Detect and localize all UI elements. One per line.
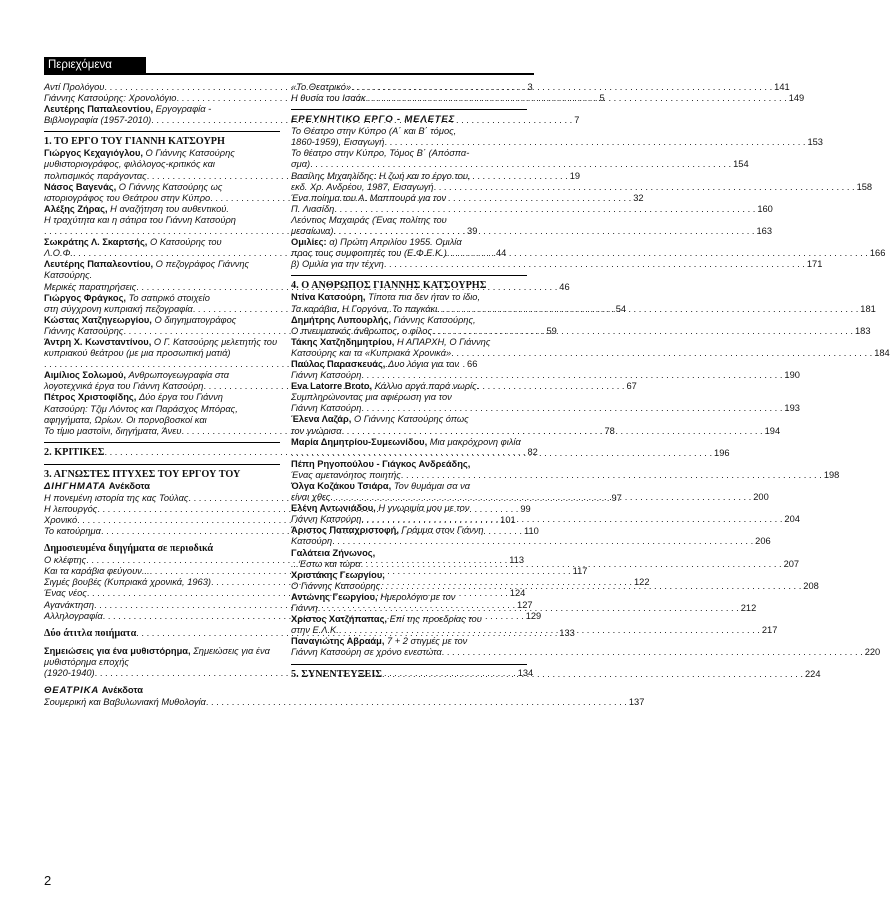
entry-title: προς τους συμφοιτητές του (Ε.Φ.Ε.Κ.) [291,248,447,259]
entry-author: Γιώργος Φράγκος, [44,292,126,303]
leader-dots [339,625,760,636]
divider [291,275,527,276]
entry-title: Λ.Ο.Φ. [44,248,73,259]
entry-title: πολιτισμικός παράγοντας [44,170,147,181]
entry-author: Γιώργος Κεχαγιόγλου, [44,148,143,159]
entry-page: 217 [761,625,778,636]
entry-title: Η αναζήτηση του αυθεντικού. [110,203,229,214]
section-kritikes [44,446,538,459]
entry-page: 117 [572,566,588,577]
entry-page: 206 [755,536,771,547]
leader-dots [384,137,805,148]
leader-dots [447,248,868,259]
entry-line [291,237,527,248]
entry-line [291,315,527,326]
entry-last-line [291,536,771,547]
leader-dots [442,647,863,658]
entry-author: Κώστας Χατζηγεωργίου, [44,314,152,325]
entry-title: Τα καράβια, Η Γοργόνα, Το παγκάκι [291,303,438,314]
entry-title: Γιάννης Κατσούρης [44,325,124,336]
entry-title: β) Ομιλία για την τέχνη [291,259,384,270]
entry-line [44,646,280,668]
entry-title: α) Πρώτη Απριλίου 1955. Ομιλία [329,237,462,248]
leader-dots [380,581,801,592]
leader-dots [332,536,753,547]
leader-dots [401,470,822,481]
divider [44,131,280,132]
leader-dots [318,603,739,614]
entry-title: Μερικές παρατηρήσεις [44,281,137,292]
entry-last-line [291,647,881,658]
toc-entry [291,93,805,104]
entry-page: 154 [733,159,749,170]
entry-page: 46 [559,281,570,292]
toc-entry [291,636,881,658]
entry-author: Ντίνα Κατσούρη, [291,292,366,303]
entry-line: Ένα ποίημα του Α. Μαππουρά για τον [291,192,447,203]
entry-author: Χριστάκης Γεωργίου, [291,569,385,580]
entry-title: Π. Λιασίδη [291,203,335,214]
entry-last-line [291,203,773,215]
subsection-label: ΘΕΑΤΡΙΚΑ [44,685,100,697]
entry-last-line [44,697,645,708]
entry-page: 198 [823,469,840,480]
entry-line [291,503,527,514]
entry-title: Ο πνευματικός άνθρωπος, ο φίλος [291,325,432,336]
entry-page: 141 [774,82,790,92]
entry-page: 184 [874,347,890,358]
entry-line [291,525,527,536]
entry-title: Τον θυμάμαι σα να [393,481,471,491]
entry-line [291,636,527,647]
entry-line [44,293,280,304]
entry-title: Σιγμές βουβές (Κυπριακά χρονικά, 1963) [44,577,211,588]
entry-line: μυθιστοριογράφος, φιλόλογος-κριτικός και [44,159,215,170]
entry-title: τον γνώρισα [291,425,342,436]
entry-title: Ο Γ. Κατσούρης μελετητής του κυπριακού θεάτρου (με μια προσωπική ματιά) [44,336,278,359]
entry-title: Η ΑΠΑΡΧΗ, Ο Γιάννης [396,336,491,347]
toc-entry [291,503,800,525]
entry-title: Επί της προεδρίας του [389,614,482,625]
toc-entry [291,126,823,148]
entry-page: 212 [740,603,757,614]
entry-author: Αιμίλιος Σολωμού, [44,370,126,381]
toc-entry [291,458,840,481]
entry-author: Γαλάτεια Ζήνωνος, [291,547,376,558]
section-title: ΕΡΕΥΝΗΤΙΚΟ ΕΡΓΟ - ΜΕΛΕΤΕΣ [291,114,456,126]
entry-page: 208 [803,580,819,591]
subsection-title: Δημοσιευμένα διηγήματα σε περιοδικά [44,543,214,555]
entry-page: 122 [634,577,650,588]
entry-title: «Το Θεατρικό» [291,82,352,92]
toc-entry [291,591,757,614]
entry-line [44,204,280,215]
entry-title: Αντί Προλόγου [44,82,105,92]
toc-entry [291,148,749,170]
entry-line: Το Θέατρο στην Κύπρο (Α΄ και Β΄ τόμος, [291,126,457,137]
entry-page: 137 [628,697,645,708]
entry-author: Τάκης Χατζηδημητρίου, [291,336,395,347]
entry-title: μεσαίωνα) [291,226,334,237]
divider [44,442,280,443]
entry-page: 7 [574,115,580,126]
entry-title: Ανθρωπογεωγραφία στα [128,370,230,381]
entry-last-line [291,259,823,270]
leader-dots [361,403,782,414]
entry-author: Eva Latorre Broto, [291,381,373,392]
entry-title: Κάλλιο αργά παρά νωρίς. [374,381,480,392]
section-page: 224 [805,668,821,679]
entry-last-line [291,347,890,359]
entry-line: Το θέατρο στην Κύπρο, Τόμος Β΄ (Απόσπα- [291,148,470,159]
entry-title: Χρονικό [44,515,78,525]
entry-line [44,104,280,115]
entry-last-line [291,248,886,259]
entry-page: 200 [753,492,769,503]
entry-author: Ελένη Αντωνιάδου, [291,503,376,514]
entry-last-line [291,558,800,570]
divider [44,464,280,465]
entry-page: 101 [500,515,516,525]
entry-page: 3 [527,82,533,92]
entry-page: 183 [855,325,871,336]
subsection-title [44,685,280,697]
leader-dots [366,93,787,104]
entry-last-line [291,181,873,193]
entry-title: Δύο άτιτλα ποιήματα [44,627,137,639]
toc-entry [291,259,823,270]
entry-author: Πέτρος Χριστοφίδης, [44,392,137,403]
entry-page: 129 [525,610,542,621]
entry-title: εκδ. Χρ. Ανδρέου, 1987, Εισαγωγή [291,181,434,192]
subsection-label: ΔΙΗΓΗΜΑΤΑ [44,480,107,492]
entry-page: 66 [467,359,478,370]
entry-last-line [291,370,800,381]
entry-author: Λευτέρης Παπαλεοντίου, [44,104,154,115]
entry-page: 97 [611,492,622,503]
entry-page: 113 [509,555,525,566]
entry-title: ιστοριογράφος του Θεάτρου στην Κύπρο [44,192,211,203]
entry-line [291,614,527,625]
entry-title: στη σύγχρονη κυπριακή πεζογραφία [44,303,193,314]
entry-author: Ομιλίες: [291,237,327,248]
entry-page: 32 [633,192,644,203]
entry-author: Δημήτρης Λυπουρλής, [291,314,391,325]
entry-page: 99 [520,503,531,514]
entry-line [291,414,527,425]
leader-dots [330,492,751,503]
entry-author: Άντρη Χ. Κωνσταντίνου, [44,336,152,347]
entry-title: Η θυσία του Ισαάκ [291,93,366,104]
entry-last-line [291,226,772,237]
entry-title: Δύο έργα του Γιάννη [138,392,223,403]
entry-page: 133 [559,627,575,638]
toc-entry [291,82,790,93]
subsection-title [44,481,280,493]
entry-page: 67 [626,381,637,392]
entry-line [291,292,527,303]
leader-dots [361,559,782,570]
leader-dots [206,697,627,708]
section-title: 1. ΤΟ ΕΡΓΟ ΤΟΥ ΓΙΑΝΝΗ ΚΑΤΣΟΥΡΗ [44,136,225,148]
entry-line [291,337,527,348]
entry-page: 19 [569,170,581,181]
entry-page: 54 [615,303,627,314]
entry-line [44,148,280,159]
entry-title: Δυο λόγια για τον [387,358,459,369]
entry-line [291,359,527,370]
entry-page: 127 [517,599,533,610]
entry-title: Το τίμιο μαστοϊνι, διηγήματα, Άνευ [44,425,182,436]
entry-title: Σουμερική και Βαβυλωνιακή Μυθολογία [44,697,206,708]
entry-author: Σημειώσεις για ένα μυθιστόρημα, [44,645,191,656]
entry-author: Όλγα Κοζάκου Τσιάρα, [291,481,392,491]
entry-page: 59 [546,325,557,336]
entry-title: Ο Γιάννης Κατσούρης [145,148,235,159]
entry-line [44,315,280,326]
entry-title: Γιάννη Κατσούρη σε χρόνο ενεστώτα [291,647,442,658]
entry-page: 163 [756,226,772,237]
entry-title: Γιάννης Κατσούρης: Χρονολόγιο [44,93,177,104]
entry-page: 196 [714,447,730,458]
entry-title: 1860-1959), Εισαγωγή [291,137,385,148]
entry-title: 7 + 2 στιγμές με τον [387,636,468,647]
entry-line [44,259,280,281]
entry-line: Η τραχύτητα και η σάτιρα του Γιάννη Κατσούρη [44,214,236,225]
entry-page: 153 [807,137,823,148]
entry-page: 181 [860,303,876,314]
entry-page: 207 [783,558,800,569]
entry-title: Γιάννη [291,603,318,614]
leader-dots [361,370,782,381]
entry-author: Νάσος Βαγενάς, [44,181,117,192]
entry-line [44,392,280,403]
entry-page: 160 [757,203,773,214]
leader-dots [333,226,754,237]
entry-title: σμα) [291,159,311,170]
toc-entry [44,697,645,708]
entry-title: Η λειτουργός [44,503,98,514]
entry-line [291,592,527,603]
entry-page: 190 [784,370,800,381]
entry-title: Γιάννη Κατσούρη [291,514,362,525]
entry-author: Παύλος Παρασκευάς, [291,358,386,369]
entry-line [291,381,527,392]
entry-author: Χρίστος Χατζήπαπας, [291,614,387,625]
entry-page: 78 [604,425,615,436]
entry-line: Συμπληρώνοντας μια αφιέρωση για τον [291,392,452,403]
entry-line [44,337,280,359]
section-page: 82 [527,446,538,457]
entry-line [291,548,527,559]
entry-title: Ο κλέφτης [44,555,87,566]
entry-title: (1920-1940) [44,667,95,678]
toc-entry [291,170,873,193]
entry-page: 194 [764,425,781,436]
entry-line: Βασίλης Μιχαηλίδης: Η ζωή και το έργο του, [291,170,471,181]
entry-line [291,481,527,492]
divider [291,109,527,110]
entry-page: 204 [784,514,800,525]
entry-author: Παναγιώτης Αβραάμ, [291,636,385,647]
entry-last-line [291,159,749,170]
entry-title: Ο Γιάννης Κατσούρης [291,580,381,591]
page-number: 2 [44,873,52,888]
leader-dots [342,426,763,437]
toc-entry [291,547,800,570]
entry-author: Άριστος Παπαχριστοφή, [291,525,399,536]
entry-line [291,570,527,581]
entry-title: Γιάννης Κατσούρης, [393,314,476,325]
leader-dots [437,304,858,315]
subsection-note: Ανέκδοτα [101,685,143,696]
entry-page: 39 [467,226,478,237]
toc-entry [291,336,890,359]
section-title: 4. Ο ΑΝΘΡΩΠΟΣ ΓΙΑΝΝΗΣ ΚΑΤΣΟΥΡΗΣ [291,280,487,292]
entry-last-line [291,403,800,414]
entry-title: Εργογραφία - [155,104,212,115]
entry-author: Σωκράτης Λ. Σκαρτσής, [44,237,148,248]
entry-title: λογοτεχνικά έργα του Γιάννη Κατσούρη [44,381,204,392]
entry-line: Κατσούρη: Τζιμ Λόντος και Παράσχος Μπόρας, αφηγήματα, Ωρίων. Οι πορνοβοσκοί και [44,403,238,425]
entry-author: Πέπη Ρηγοπούλου - Γιάγκος Ανδρεάδης, [291,458,471,469]
entry-title: Το κατούρημα [44,526,101,537]
leader-dots [361,514,782,525]
header-title: Περιεχόμενα [44,57,146,73]
entry-title: Ο Κατσούρης του [149,237,222,248]
entry-page: 134 [517,667,534,678]
entry-page: 124 [509,588,526,599]
divider [291,664,527,665]
toc-entry [291,358,800,381]
entry-last-line [291,93,805,104]
entry-title: Γράμμα στον Γιάννη [401,525,484,536]
entry-title: Ο πεζογράφος Γιάννης Κατσούρης. [44,259,250,281]
leader-dots [310,159,731,170]
entry-page: 158 [856,181,873,192]
entry-line [44,237,280,248]
entry-title: Βιβλιογραφία (1957-2010) [44,115,152,126]
section-title: 5. ΣΥΝΕΝΤΕΥΞΕΙΣ [291,668,382,680]
entry-line: Λεόντιος Μαχαιράς (Ένας πολίτης του [291,214,447,225]
entry-last-line [291,469,840,481]
entry-last-line [291,514,800,525]
entry-page: 110 [523,526,539,537]
leader-dots [434,182,855,193]
leader-dots [334,204,755,215]
entry-title: Μια μακρόχρονη φιλία [429,436,521,447]
leader-dots [351,82,772,93]
entry-title: Ημερολόγιο με τον [380,591,456,602]
entry-author: Μαρία Δημητρίου-Συμεωνίδου, [291,436,428,447]
entry-last-line [291,82,790,93]
page-header [44,57,534,75]
entry-title: Γιάννη Κατσούρη [291,403,362,414]
entry-title: Σημειώσεις για ένα μυθιστόρημα εποχής [44,645,270,667]
leader-dots [451,348,872,359]
entry-page: 149 [788,93,805,104]
subsection-note: Ανέκδοτα [108,480,151,491]
entry-page: 166 [869,248,886,259]
toc-entry [291,237,886,259]
entry-title: Η γνωριμία μου με τον [378,503,470,514]
leader-dots [291,448,712,459]
entry-title: Ο διηγηματογράφος [154,314,237,325]
entry-page: 193 [784,403,800,414]
entry-title: Ένας αμετανόητος ποιητής [291,469,401,480]
entry-page: 44 [496,248,507,259]
entry-title: Τίποτα πια δεν ήταν το ίδιο, [368,292,481,303]
entry-author: Έλενα Λαζάρ, [291,414,352,425]
entry-title: Ένας νέος [44,588,87,599]
entry-title: Και τα καράβια φεύγουν... [44,566,150,577]
entry-page: 220 [864,647,881,658]
section-title: 2. ΚΡΙΤΙΚΕΣ [44,446,105,458]
entry-author: Αλέξης Ζήρας, [44,203,108,214]
entry-title: Ο Γιάννης Κατσούρης όπως [353,414,469,425]
entry-title: Το σατιρικό στοιχείο [128,292,210,303]
entry-line [291,459,527,470]
entry-line [291,437,527,448]
entry-title: Κατσούρης και τα «Κυπριακά Χρονικά» [291,347,452,358]
entry-line [44,370,280,381]
toc-entry [291,214,772,237]
entry-page: 5 [599,93,605,104]
entry-title: Κατσούρη [291,536,333,547]
entry-last-line [291,137,823,148]
leader-dots [432,326,853,337]
entry-title: Η πονεμένη ιστορία της κας Τούλας [44,492,189,503]
entry-author: Αντώνης Γεωργίου, [291,591,378,602]
entry-title: ...Έστω και τώρα [291,558,361,569]
entry-title: Ο Γιάννης Κατσούρης ως [118,181,223,192]
entry-author: Λευτέρης Παπαλεοντίου, [44,259,154,270]
entry-title: Αλληλογραφία [44,610,103,621]
entry-title: είναι χθες [291,492,331,503]
entry-page: 171 [806,259,823,270]
leader-dots [382,669,803,680]
entry-title: Αγανάκτηση [44,599,94,610]
section-title: 3. ΑΓΝΩΣΤΕΣ ΠΤΥΧΕΣ ΤΟΥ ΕΡΓΟΥ ΤΟΥ [44,468,241,480]
section-row [44,446,538,459]
leader-dots [384,259,805,270]
entry-title: Γιάννη Κατσούρη [291,370,362,381]
entry-line [44,182,280,193]
entry-title: στην Ε.Λ.Κ. [291,625,339,636]
